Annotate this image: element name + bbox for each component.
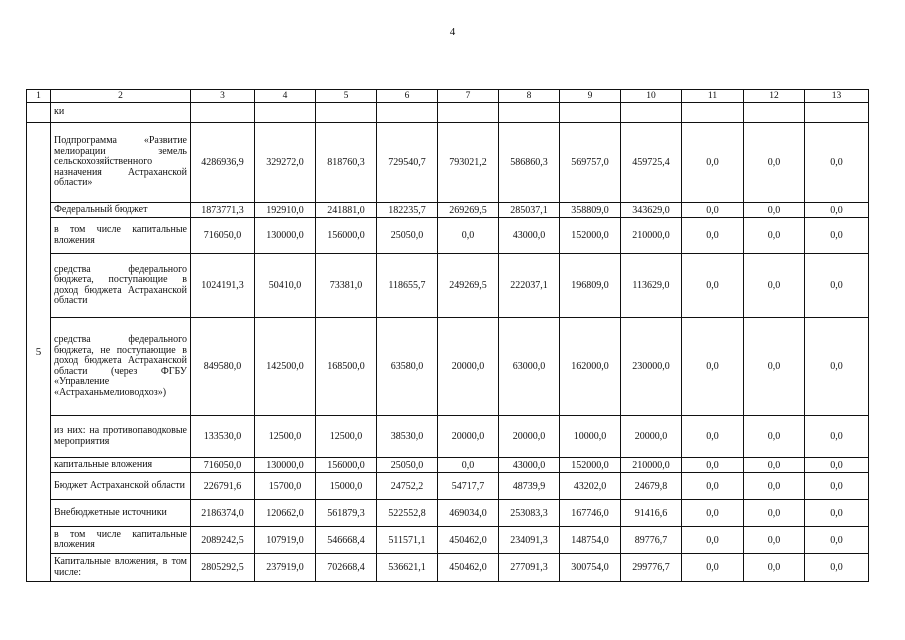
value-cell: 234091,3	[499, 527, 560, 554]
value-cell: 249269,5	[438, 254, 499, 318]
value-cell: 210000,0	[621, 458, 682, 473]
value-cell: 0,0	[682, 500, 744, 527]
value-cell: 91416,6	[621, 500, 682, 527]
value-cell: 285037,1	[499, 203, 560, 218]
page-number: 4	[449, 26, 456, 38]
value-cell: 0,0	[682, 218, 744, 254]
value-cell: 300754,0	[560, 554, 621, 582]
table-row	[27, 458, 869, 473]
column-number: 12	[744, 90, 805, 103]
value-cell: 1024191,3	[191, 254, 255, 318]
value-cell: 0,0	[805, 527, 869, 554]
value-cell: 0,0	[682, 254, 744, 318]
value-cell: 182235,7	[377, 203, 438, 218]
value-cell: 329272,0	[255, 123, 316, 203]
empty-cell	[805, 103, 869, 123]
empty-cell	[27, 103, 51, 123]
value-cell: 24752,2	[377, 473, 438, 500]
table-row	[27, 500, 869, 527]
value-cell: 269269,5	[438, 203, 499, 218]
value-cell: 156000,0	[316, 218, 377, 254]
empty-cell	[621, 103, 682, 123]
value-cell: 561879,3	[316, 500, 377, 527]
value-cell: 192910,0	[255, 203, 316, 218]
row-label: из них: на противопаводковые мероприятия	[51, 416, 191, 458]
value-cell: 43000,0	[499, 218, 560, 254]
value-cell: 0,0	[744, 416, 805, 458]
row-label: Бюджет Астраханской области	[51, 473, 191, 500]
value-cell: 24679,8	[621, 473, 682, 500]
value-cell: 0,0	[682, 554, 744, 582]
value-cell: 0,0	[744, 527, 805, 554]
value-cell: 536621,1	[377, 554, 438, 582]
value-cell: 0,0	[805, 318, 869, 416]
value-cell: 63580,0	[377, 318, 438, 416]
value-cell: 168500,0	[316, 318, 377, 416]
value-cell: 358809,0	[560, 203, 621, 218]
value-cell: 450462,0	[438, 554, 499, 582]
value-cell: 4286936,9	[191, 123, 255, 203]
empty-cell	[744, 103, 805, 123]
value-cell: 156000,0	[316, 458, 377, 473]
value-cell: 0,0	[744, 203, 805, 218]
value-cell: 0,0	[682, 203, 744, 218]
value-cell: 210000,0	[621, 218, 682, 254]
value-cell: 0,0	[805, 500, 869, 527]
column-number: 7	[438, 90, 499, 103]
value-cell: 20000,0	[499, 416, 560, 458]
row-label: в том числе капитальные вложения	[51, 527, 191, 554]
value-cell: 38530,0	[377, 416, 438, 458]
empty-cell	[316, 103, 377, 123]
table-row	[27, 473, 869, 500]
value-cell: 241881,0	[316, 203, 377, 218]
value-cell: 343629,0	[621, 203, 682, 218]
value-cell: 0,0	[805, 554, 869, 582]
value-cell: 120662,0	[255, 500, 316, 527]
value-cell: 2089242,5	[191, 527, 255, 554]
value-cell: 230000,0	[621, 318, 682, 416]
value-cell: 107919,0	[255, 527, 316, 554]
value-cell: 0,0	[744, 500, 805, 527]
value-cell: 20000,0	[438, 416, 499, 458]
value-cell: 0,0	[744, 218, 805, 254]
value-cell: 2186374,0	[191, 500, 255, 527]
row-index: 5	[27, 123, 51, 582]
row-label: средства федерального бюджета, поступающие в доход бюджета Астраханской области	[51, 254, 191, 318]
value-cell: 12500,0	[255, 416, 316, 458]
continuation-text: ки	[51, 103, 191, 123]
value-cell: 130000,0	[255, 458, 316, 473]
value-cell: 0,0	[805, 458, 869, 473]
value-cell: 48739,9	[499, 473, 560, 500]
table-row	[27, 527, 869, 554]
value-cell: 0,0	[805, 123, 869, 203]
table-row	[27, 416, 869, 458]
value-cell: 25050,0	[377, 218, 438, 254]
value-cell: 63000,0	[499, 318, 560, 416]
value-cell: 511571,1	[377, 527, 438, 554]
value-cell: 793021,2	[438, 123, 499, 203]
value-cell: 54717,7	[438, 473, 499, 500]
value-cell: 148754,0	[560, 527, 621, 554]
table-row	[27, 123, 869, 203]
row-label: Федеральный бюджет	[51, 203, 191, 218]
column-number: 11	[682, 90, 744, 103]
value-cell: 1873771,3	[191, 203, 255, 218]
row-label: Капитальные вложения, в том числе:	[51, 554, 191, 582]
value-cell: 546668,4	[316, 527, 377, 554]
row-label: Внебюджетные источники	[51, 500, 191, 527]
value-cell: 12500,0	[316, 416, 377, 458]
value-cell: 586860,3	[499, 123, 560, 203]
empty-cell	[560, 103, 621, 123]
value-cell: 142500,0	[255, 318, 316, 416]
value-cell: 450462,0	[438, 527, 499, 554]
value-cell: 113629,0	[621, 254, 682, 318]
column-number: 8	[499, 90, 560, 103]
value-cell: 277091,3	[499, 554, 560, 582]
value-cell: 253083,3	[499, 500, 560, 527]
value-cell: 0,0	[682, 123, 744, 203]
empty-cell	[438, 103, 499, 123]
value-cell: 716050,0	[191, 458, 255, 473]
value-cell: 10000,0	[560, 416, 621, 458]
table-row	[27, 218, 869, 254]
empty-cell	[255, 103, 316, 123]
value-cell: 20000,0	[438, 318, 499, 416]
value-cell: 73381,0	[316, 254, 377, 318]
value-cell: 118655,7	[377, 254, 438, 318]
value-cell: 237919,0	[255, 554, 316, 582]
value-cell: 0,0	[438, 218, 499, 254]
value-cell: 133530,0	[191, 416, 255, 458]
column-number: 9	[560, 90, 621, 103]
value-cell: 0,0	[744, 123, 805, 203]
row-label: капитальные вложения	[51, 458, 191, 473]
value-cell: 0,0	[744, 554, 805, 582]
value-cell: 0,0	[438, 458, 499, 473]
value-cell: 50410,0	[255, 254, 316, 318]
value-cell: 0,0	[805, 254, 869, 318]
value-cell: 2805292,5	[191, 554, 255, 582]
value-cell: 0,0	[805, 473, 869, 500]
budget-table	[26, 89, 869, 582]
value-cell: 0,0	[682, 416, 744, 458]
column-number: 3	[191, 90, 255, 103]
column-number: 13	[805, 90, 869, 103]
value-cell: 0,0	[744, 458, 805, 473]
value-cell: 716050,0	[191, 218, 255, 254]
value-cell: 152000,0	[560, 458, 621, 473]
value-cell: 15700,0	[255, 473, 316, 500]
value-cell: 20000,0	[621, 416, 682, 458]
value-cell: 196809,0	[560, 254, 621, 318]
value-cell: 729540,7	[377, 123, 438, 203]
table-row	[27, 203, 869, 218]
column-number: 5	[316, 90, 377, 103]
column-number: 4	[255, 90, 316, 103]
continuation-row	[27, 103, 869, 123]
empty-cell	[682, 103, 744, 123]
value-cell: 818760,3	[316, 123, 377, 203]
value-cell: 152000,0	[560, 218, 621, 254]
value-cell: 0,0	[744, 318, 805, 416]
value-cell: 849580,0	[191, 318, 255, 416]
value-cell: 299776,7	[621, 554, 682, 582]
value-cell: 0,0	[682, 473, 744, 500]
value-cell: 0,0	[744, 473, 805, 500]
column-number: 1	[27, 90, 51, 103]
value-cell: 130000,0	[255, 218, 316, 254]
empty-cell	[191, 103, 255, 123]
value-cell: 0,0	[682, 318, 744, 416]
value-cell: 15000,0	[316, 473, 377, 500]
column-number: 6	[377, 90, 438, 103]
table-row	[27, 254, 869, 318]
table-row	[27, 318, 869, 416]
value-cell: 162000,0	[560, 318, 621, 416]
value-cell: 25050,0	[377, 458, 438, 473]
row-label: средства федерального бюджета, не поступающие в доход бюджета Астраханской области (через ФГБУ «Управление «Астраханьмелиоводхоз»)	[51, 318, 191, 416]
value-cell: 0,0	[805, 416, 869, 458]
value-cell: 0,0	[682, 527, 744, 554]
column-number-row	[27, 90, 869, 103]
row-label: в том числе капитальные вложения	[51, 218, 191, 254]
value-cell: 0,0	[744, 254, 805, 318]
value-cell: 167746,0	[560, 500, 621, 527]
value-cell: 459725,4	[621, 123, 682, 203]
value-cell: 469034,0	[438, 500, 499, 527]
value-cell: 702668,4	[316, 554, 377, 582]
empty-cell	[499, 103, 560, 123]
value-cell: 222037,1	[499, 254, 560, 318]
value-cell: 43202,0	[560, 473, 621, 500]
value-cell: 522552,8	[377, 500, 438, 527]
value-cell: 569757,0	[560, 123, 621, 203]
column-number: 10	[621, 90, 682, 103]
value-cell: 0,0	[805, 203, 869, 218]
value-cell: 226791,6	[191, 473, 255, 500]
value-cell: 89776,7	[621, 527, 682, 554]
table-row	[27, 554, 869, 582]
value-cell: 43000,0	[499, 458, 560, 473]
row-label: Подпрограмма «Развитие мелиорации земель сельскохозяйственного назначения Астраханской области»	[51, 123, 191, 203]
empty-cell	[377, 103, 438, 123]
column-number: 2	[51, 90, 191, 103]
value-cell: 0,0	[805, 218, 869, 254]
value-cell: 0,0	[682, 458, 744, 473]
